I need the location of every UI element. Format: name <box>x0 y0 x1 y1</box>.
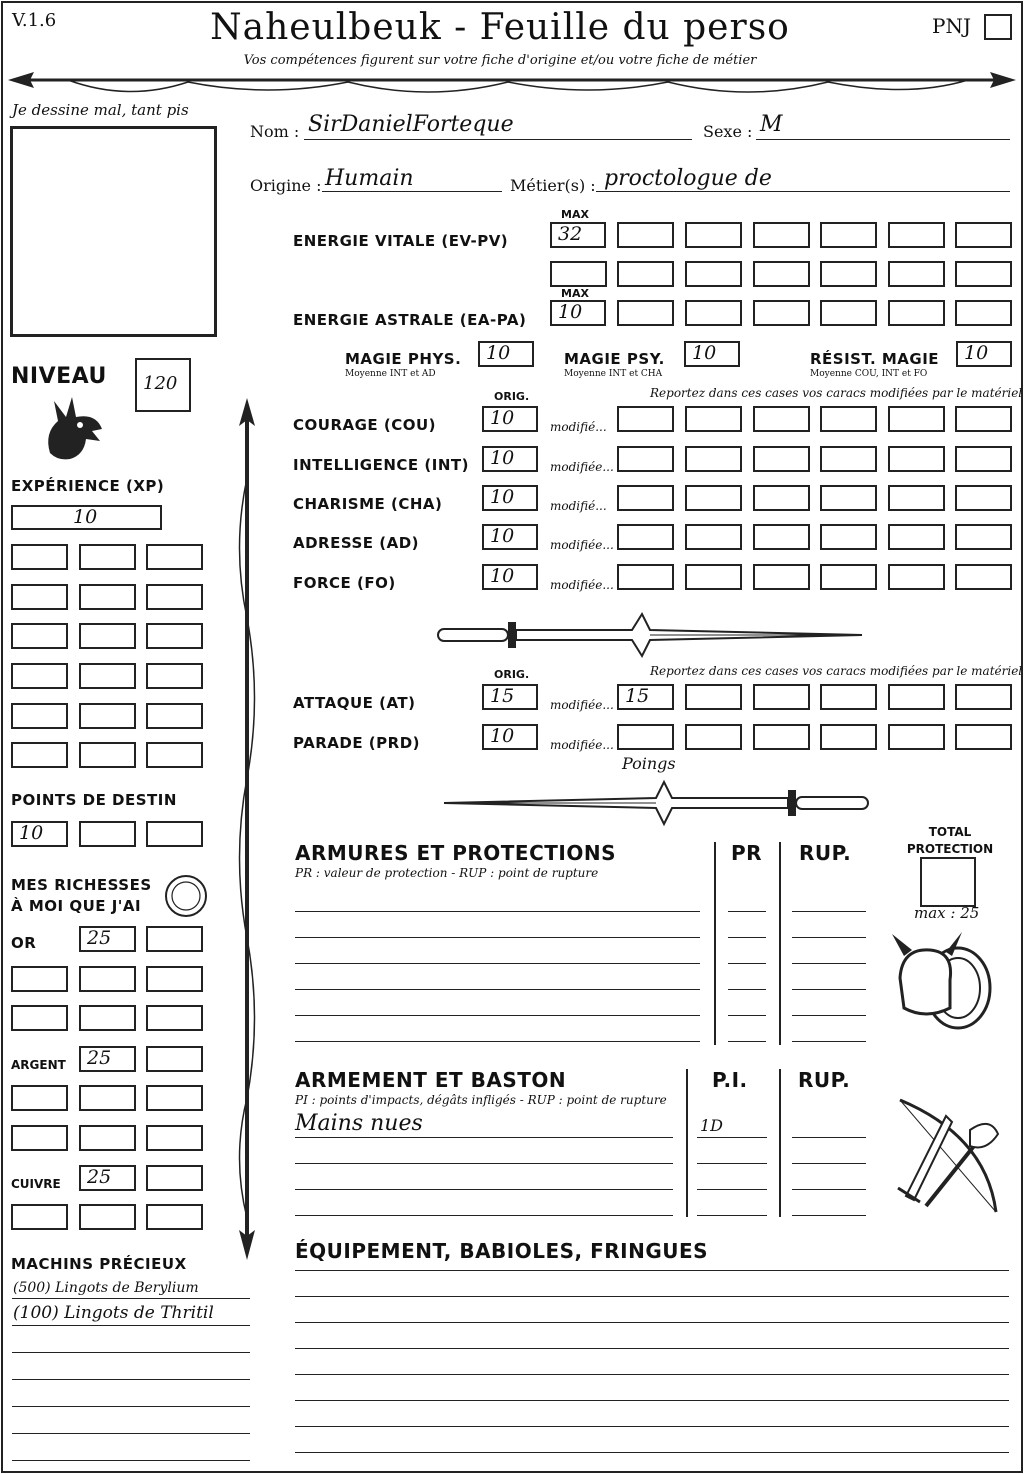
armure-rup-line-4 <box>792 989 866 990</box>
ev-max-value: 32 <box>558 223 583 245</box>
armure-line-2 <box>295 937 700 938</box>
armement-line-1 <box>295 1137 673 1138</box>
parade-mod-box-4[interactable] <box>820 724 877 750</box>
ev-row2-box-7[interactable] <box>955 261 1012 287</box>
combat-orig-label: ORIG. <box>494 668 530 681</box>
armement-pi-line-2 <box>697 1163 767 1164</box>
equipement-line-7 <box>295 1426 1009 1427</box>
xp-r3-box-3[interactable] <box>146 623 203 649</box>
xp-r4-box-2[interactable] <box>79 663 136 689</box>
magie-phys-box[interactable] <box>478 341 534 367</box>
carac-3-box-6[interactable] <box>955 485 1012 511</box>
carac-3-box-3[interactable] <box>753 485 810 511</box>
carac-mod-label-3: modifié... <box>550 499 607 513</box>
machins-line-2 <box>12 1325 250 1326</box>
parade-mod-box-1[interactable] <box>617 724 674 750</box>
carac-1-box-4[interactable] <box>820 406 877 432</box>
machins-line-5 <box>12 1406 250 1407</box>
magie-phys-value: 10 <box>486 342 511 364</box>
xp-r6-box-2[interactable] <box>79 742 136 768</box>
richesses-r7-box-1[interactable] <box>79 1165 136 1191</box>
ev-row1-box-2[interactable] <box>685 222 742 248</box>
carac-4-box-2[interactable] <box>685 524 742 550</box>
armement-title: ARMEMENT ET BASTON <box>295 1068 567 1092</box>
carac-orig-box-1[interactable] <box>482 406 538 432</box>
armure-rup-line-5 <box>792 1015 866 1016</box>
attaque-mod-box-1[interactable] <box>617 684 674 710</box>
max-protection-note: max : 25 <box>914 904 980 922</box>
xp-r4-box-1[interactable] <box>11 663 68 689</box>
xp-value: 10 <box>73 506 98 528</box>
equipement-line-6 <box>295 1400 1009 1401</box>
sexe-label: Sexe : <box>703 122 753 141</box>
pnj-checkbox[interactable] <box>984 14 1012 40</box>
machins-line-4 <box>12 1379 250 1380</box>
argent-value: 25 <box>87 1047 112 1069</box>
dragon-icon <box>40 393 106 463</box>
ea-row-box-5[interactable] <box>888 300 945 326</box>
armement-note: PI : points d'impacts, dégâts infligés - RUP : point de rupture <box>295 1093 667 1107</box>
ea-row-box-2[interactable] <box>685 300 742 326</box>
carac-4-box-5[interactable] <box>888 524 945 550</box>
carac-orig-value-5: 10 <box>490 565 515 587</box>
richesses-r6-box-1[interactable] <box>11 1125 68 1151</box>
magie-psy-box[interactable] <box>684 341 740 367</box>
machins-line-3 <box>12 1352 250 1353</box>
attaque-label: ATTAQUE (AT) <box>293 694 416 712</box>
armure-rup-line-6 <box>792 1041 866 1042</box>
nom-value[interactable]: SirDanielForteque <box>308 112 514 137</box>
metier-value[interactable]: proctologue de <box>604 166 772 191</box>
armure-pr-line-6 <box>728 1041 766 1042</box>
armures-title: ARMURES ET PROTECTIONS <box>295 841 616 865</box>
metier-label: Métier(s) : <box>510 176 596 195</box>
portrait-caption: Je dessine mal, tant pis <box>12 101 189 119</box>
nom-line <box>304 139 692 140</box>
xp-r2-box-1[interactable] <box>11 584 68 610</box>
carac-5-box-6[interactable] <box>955 564 1012 590</box>
ea-label: ENERGIE ASTRALE (EA-PA) <box>293 311 527 329</box>
carac-4-box-3[interactable] <box>753 524 810 550</box>
parade-mod-box-2[interactable] <box>685 724 742 750</box>
ea-max-value: 10 <box>558 301 583 323</box>
ea-row-box-3[interactable] <box>753 300 810 326</box>
carac-2-box-1[interactable] <box>617 446 674 472</box>
richesses-r6-box-3[interactable] <box>146 1125 203 1151</box>
xp-r3-box-1[interactable] <box>11 623 68 649</box>
xp-r6-box-3[interactable] <box>146 742 203 768</box>
parade-orig-value: 10 <box>490 725 515 747</box>
armures-divider-2 <box>779 842 781 1045</box>
magie-phys-label: MAGIE PHYS. <box>345 350 462 368</box>
argent-label: ARGENT <box>11 1058 66 1072</box>
armement-rup-line-2 <box>792 1163 866 1164</box>
xp-r1-box-1[interactable] <box>11 544 68 570</box>
carac-5-box-3[interactable] <box>753 564 810 590</box>
ev-max-label: MAX <box>561 208 589 221</box>
richesses-label-2: À MOI QUE J'AI <box>11 897 142 915</box>
carac-4-box-1[interactable] <box>617 524 674 550</box>
carac-2-box-3[interactable] <box>753 446 810 472</box>
pnj-label: PNJ <box>932 14 971 38</box>
carac-orig-box-3[interactable] <box>482 485 538 511</box>
destin-value: 10 <box>19 822 44 844</box>
xp-r5-box-2[interactable] <box>79 703 136 729</box>
sword-icon <box>432 612 874 658</box>
armure-line-1 <box>295 911 700 912</box>
origine-value[interactable]: Humain <box>325 166 414 191</box>
xp-r1-box-3[interactable] <box>146 544 203 570</box>
equipement-line-3 <box>295 1322 1009 1323</box>
armures-divider-1 <box>714 842 716 1045</box>
xp-r4-box-3[interactable] <box>146 663 203 689</box>
resist-magie-box[interactable] <box>956 341 1012 367</box>
magie-psy-label: MAGIE PSY. <box>564 350 665 368</box>
armement-rup-line-4 <box>792 1215 866 1216</box>
carac-3-box-1[interactable] <box>617 485 674 511</box>
poings-note[interactable]: Poings <box>622 754 676 773</box>
carac-1-box-6[interactable] <box>955 406 1012 432</box>
parade-mod-box-6[interactable] <box>955 724 1012 750</box>
armement-line-4 <box>295 1215 673 1216</box>
carac-label-3: CHARISME (CHA) <box>293 495 443 513</box>
carac-4-box-6[interactable] <box>955 524 1012 550</box>
carac-3-box-2[interactable] <box>685 485 742 511</box>
carac-label-2: INTELLIGENCE (INT) <box>293 456 469 474</box>
ev-row2-box-5[interactable] <box>820 261 877 287</box>
richesses-r4-box-1[interactable] <box>79 1046 136 1072</box>
richesses-r1-box-1[interactable] <box>79 926 136 952</box>
caracs-orig-label: ORIG. <box>494 390 530 403</box>
equipement-line-1 <box>295 1270 1009 1271</box>
ev-row1-box-3[interactable] <box>753 222 810 248</box>
carac-orig-box-5[interactable] <box>482 564 538 590</box>
portrait-box[interactable] <box>10 126 217 337</box>
armement-rup-line-3 <box>792 1189 866 1190</box>
carac-orig-box-2[interactable] <box>482 446 538 472</box>
armures-rup-label: RUP. <box>799 841 852 865</box>
or-label: OR <box>11 934 37 952</box>
armement-pi-line-1 <box>697 1137 767 1138</box>
cuivre-value: 25 <box>87 1166 112 1188</box>
nom-label: Nom : <box>250 122 300 141</box>
armure-pr-line-5 <box>728 1015 766 1016</box>
richesses-r2-box-3[interactable] <box>146 966 203 992</box>
machins-line-6 <box>12 1433 250 1434</box>
origine-line <box>322 191 502 192</box>
resist-magie-value: 10 <box>964 342 989 364</box>
carac-mod-label-5: modifiée... <box>550 578 614 592</box>
carac-1-box-5[interactable] <box>888 406 945 432</box>
armement-pi-label: P.I. <box>712 1068 748 1092</box>
attaque-mod-box-3[interactable] <box>753 684 810 710</box>
carac-label-1: COURAGE (COU) <box>293 416 437 434</box>
weapon-1-pi[interactable]: 1D <box>700 1116 724 1135</box>
caracs-report-note: Reportez dans ces cases vos caracs modifiées par le matériel <box>650 386 1023 400</box>
carac-5-box-4[interactable] <box>820 564 877 590</box>
metier-line <box>596 191 1010 192</box>
xp-r2-box-2[interactable] <box>79 584 136 610</box>
attaque-mod-box-5[interactable] <box>888 684 945 710</box>
parade-label: PARADE (PRD) <box>293 734 421 752</box>
equipement-line-8 <box>295 1452 1009 1453</box>
page-title: Naheulbeuk - Feuille du perso <box>210 7 790 48</box>
richesses-r8-box-3[interactable] <box>146 1204 203 1230</box>
armement-rup-label: RUP. <box>798 1068 851 1092</box>
niveau-value: 120 <box>143 373 178 394</box>
armure-line-5 <box>295 1015 700 1016</box>
attaque-mod-label: modifiée... <box>550 698 614 712</box>
armement-divider-1 <box>686 1069 688 1217</box>
ea-row-box-1[interactable] <box>617 300 674 326</box>
equipement-title: ÉQUIPEMENT, BABIOLES, FRINGUES <box>295 1239 709 1263</box>
carac-2-box-4[interactable] <box>820 446 877 472</box>
attaque-orig-value: 15 <box>490 685 515 707</box>
weapon-1-name[interactable]: Mains nues <box>295 1111 423 1136</box>
machins-item-2[interactable]: (100) Lingots de Thritil <box>13 1303 214 1323</box>
armure-rup-line-3 <box>792 963 866 964</box>
xp-r6-box-1[interactable] <box>11 742 68 768</box>
attaque-mod-value: 15 <box>625 685 650 707</box>
carac-orig-value-4: 10 <box>490 525 515 547</box>
richesses-r5-box-1[interactable] <box>11 1085 68 1111</box>
richesses-r5-box-3[interactable] <box>146 1085 203 1111</box>
ea-max-box[interactable] <box>550 300 606 326</box>
parade-mod-box-5[interactable] <box>888 724 945 750</box>
richesses-r5-box-2[interactable] <box>79 1085 136 1111</box>
carac-3-box-4[interactable] <box>820 485 877 511</box>
ev-row1-box-5[interactable] <box>888 222 945 248</box>
xp-r5-box-3[interactable] <box>146 703 203 729</box>
carac-orig-box-4[interactable] <box>482 524 538 550</box>
ev-row1-box-4[interactable] <box>820 222 877 248</box>
carac-mod-label-1: modifié... <box>550 420 607 434</box>
origine-label: Origine : <box>250 176 322 195</box>
sword-icon-2 <box>432 780 874 826</box>
sexe-value[interactable]: M <box>760 112 783 137</box>
machins-line-7 <box>12 1460 250 1461</box>
armure-pr-line-1 <box>728 911 766 912</box>
equipement-line-5 <box>295 1374 1009 1375</box>
richesses-r7-box-2[interactable] <box>146 1165 203 1191</box>
carac-3-box-5[interactable] <box>888 485 945 511</box>
xp-box[interactable] <box>11 505 162 530</box>
total-protection-label-2: PROTECTION <box>906 842 994 856</box>
carac-5-box-1[interactable] <box>617 564 674 590</box>
carac-4-box-4[interactable] <box>820 524 877 550</box>
resist-magie-note: Moyenne COU, INT et FO <box>810 369 928 379</box>
armures-pr-label: PR <box>731 841 763 865</box>
carac-2-box-2[interactable] <box>685 446 742 472</box>
helmet-shield-icon <box>890 928 1000 1034</box>
combat-report-note: Reportez dans ces cases vos caracs modifiées par le matériel <box>650 664 1023 678</box>
xp-r3-box-2[interactable] <box>79 623 136 649</box>
armure-line-4 <box>295 989 700 990</box>
total-protection-label-1: TOTAL <box>928 825 972 839</box>
magie-phys-note: Moyenne INT et AD <box>345 369 436 379</box>
machins-item-1[interactable]: (500) Lingots de Berylium <box>13 1280 199 1296</box>
destin-box-1[interactable] <box>11 821 68 847</box>
equipement-line-4 <box>295 1348 1009 1349</box>
armement-line-2 <box>295 1163 673 1164</box>
armement-pi-line-3 <box>697 1189 767 1190</box>
richesses-r3-box-1[interactable] <box>11 1005 68 1031</box>
armure-rup-line-2 <box>792 937 866 938</box>
richesses-r2-box-2[interactable] <box>79 966 136 992</box>
attaque-orig-box[interactable] <box>482 684 538 710</box>
ev-row2-box-4[interactable] <box>753 261 810 287</box>
ev-row2-box-6[interactable] <box>888 261 945 287</box>
armure-line-3 <box>295 963 700 964</box>
armement-divider-2 <box>779 1069 781 1217</box>
ev-row2-box-1[interactable] <box>550 261 607 287</box>
parade-mod-box-3[interactable] <box>753 724 810 750</box>
carac-orig-value-2: 10 <box>490 447 515 469</box>
coin-icon <box>164 874 208 918</box>
armement-pi-line-4 <box>697 1215 767 1216</box>
armure-rup-line-1 <box>792 911 866 912</box>
carac-1-box-1[interactable] <box>617 406 674 432</box>
carac-1-box-3[interactable] <box>753 406 810 432</box>
magie-psy-note: Moyenne INT et CHA <box>564 369 663 379</box>
armures-note: PR : valeur de protection - RUP : point de rupture <box>295 866 599 880</box>
carac-mod-label-2: modifiée... <box>550 460 614 474</box>
xp-r5-box-1[interactable] <box>11 703 68 729</box>
niveau-box[interactable] <box>135 358 191 412</box>
ev-row2-box-2[interactable] <box>617 261 674 287</box>
niveau-label: NIVEAU <box>11 364 107 389</box>
carac-orig-value-3: 10 <box>490 486 515 508</box>
machins-label: MACHINS PRÉCIEUX <box>11 1255 187 1273</box>
richesses-r6-box-2[interactable] <box>79 1125 136 1151</box>
richesses-r8-box-2[interactable] <box>79 1204 136 1230</box>
armure-pr-line-2 <box>728 937 766 938</box>
carac-2-box-6[interactable] <box>955 446 1012 472</box>
carac-2-box-5[interactable] <box>888 446 945 472</box>
armement-line-3 <box>295 1189 673 1190</box>
xp-r1-box-2[interactable] <box>79 544 136 570</box>
carac-label-4: ADRESSE (AD) <box>293 534 420 552</box>
carac-label-5: FORCE (FO) <box>293 574 396 592</box>
total-protection-box[interactable] <box>920 857 976 907</box>
or-value: 25 <box>87 927 112 949</box>
richesses-r3-box-2[interactable] <box>79 1005 136 1031</box>
attaque-mod-box-6[interactable] <box>955 684 1012 710</box>
ea-max-label: MAX <box>561 287 589 300</box>
richesses-r8-box-1[interactable] <box>11 1204 68 1230</box>
vertical-spear-icon <box>232 398 262 1260</box>
ev-row2-box-3[interactable] <box>685 261 742 287</box>
page-subtitle: Vos compétences figurent sur votre fiche d'origine et/ou votre fiche de métier <box>243 53 757 68</box>
armement-rup-line-1 <box>792 1137 866 1138</box>
carac-5-box-2[interactable] <box>685 564 742 590</box>
richesses-label-1: MES RICHESSES <box>11 876 152 894</box>
equipement-line-2 <box>295 1296 1009 1297</box>
richesses-r1-box-2[interactable] <box>146 926 203 952</box>
parade-orig-box[interactable] <box>482 724 538 750</box>
ea-row-box-4[interactable] <box>820 300 877 326</box>
destin-label: POINTS DE DESTIN <box>11 791 177 809</box>
armure-pr-line-3 <box>728 963 766 964</box>
parade-mod-label: modifiée... <box>550 738 614 752</box>
ev-row1-box-1[interactable] <box>617 222 674 248</box>
destin-box-2[interactable] <box>79 821 136 847</box>
armure-line-6 <box>295 1041 700 1042</box>
magie-psy-value: 10 <box>692 342 717 364</box>
carac-mod-label-4: modifiée... <box>550 538 614 552</box>
ev-max-box[interactable] <box>550 222 606 248</box>
destin-box-3[interactable] <box>146 821 203 847</box>
attaque-mod-box-4[interactable] <box>820 684 877 710</box>
xp-label: EXPÉRIENCE (XP) <box>11 477 165 495</box>
version-label: V.1.6 <box>12 10 57 31</box>
ea-row-box-6[interactable] <box>955 300 1012 326</box>
cuivre-label: CUIVRE <box>11 1177 61 1191</box>
richesses-r3-box-3[interactable] <box>146 1005 203 1031</box>
weapons-icon <box>886 1096 1006 1216</box>
ev-row1-box-6[interactable] <box>955 222 1012 248</box>
armure-pr-line-4 <box>728 989 766 990</box>
machins-line-1 <box>12 1298 250 1299</box>
richesses-r4-box-2[interactable] <box>146 1046 203 1072</box>
sexe-line <box>756 139 1010 140</box>
carac-5-box-5[interactable] <box>888 564 945 590</box>
resist-magie-label: RÉSIST. MAGIE <box>810 350 940 368</box>
carac-orig-value-1: 10 <box>490 407 515 429</box>
richesses-r2-box-1[interactable] <box>11 966 68 992</box>
carac-1-box-2[interactable] <box>685 406 742 432</box>
ev-label: ENERGIE VITALE (EV-PV) <box>293 232 509 250</box>
attaque-mod-box-2[interactable] <box>685 684 742 710</box>
xp-r2-box-3[interactable] <box>146 584 203 610</box>
